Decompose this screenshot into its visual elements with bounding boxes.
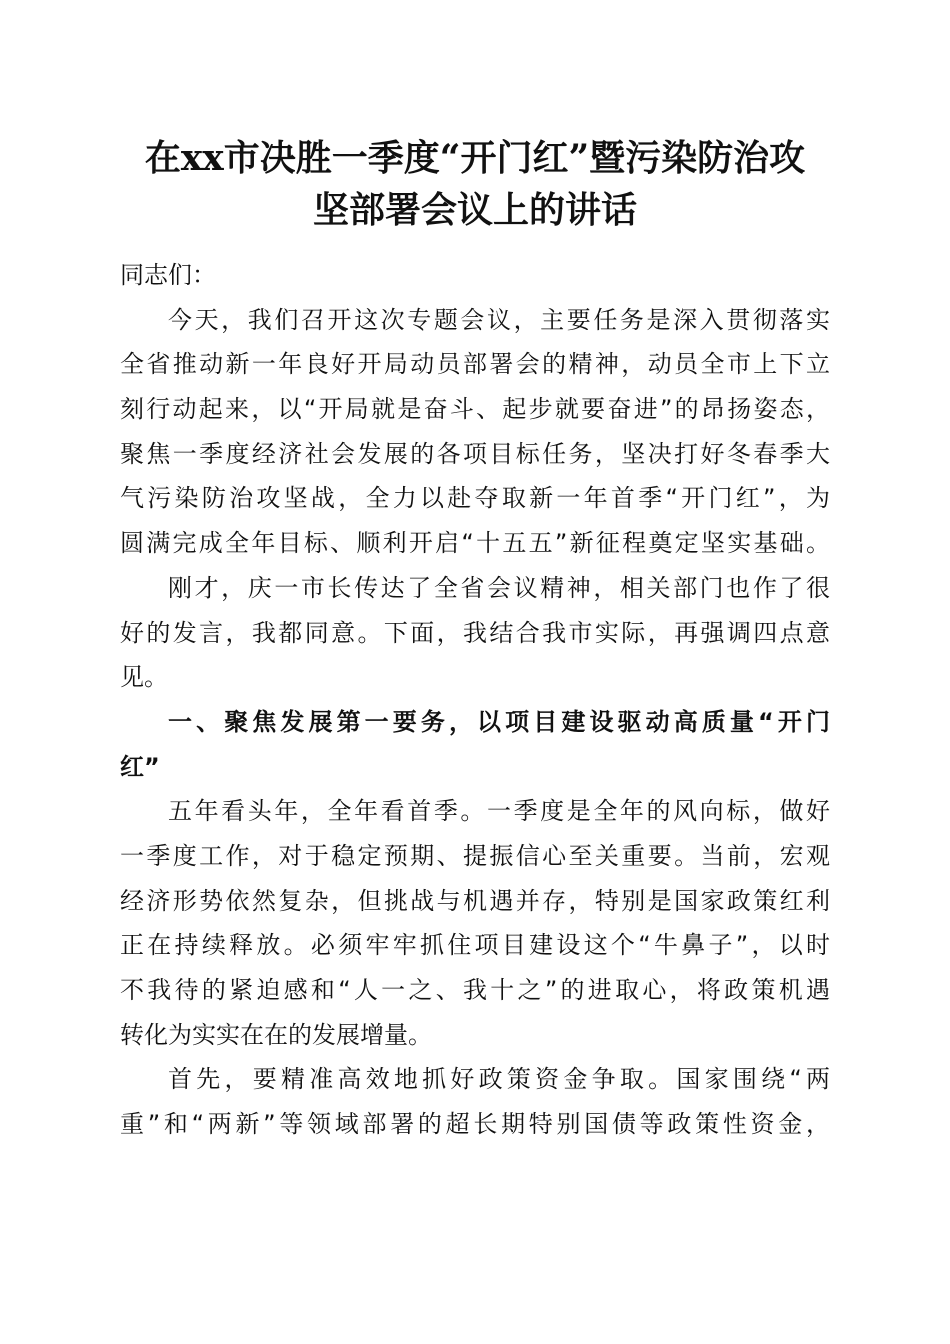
paragraph-line: 不我待的紧迫感和“人一之、我十之”的进取心，将政策机遇 xyxy=(120,976,830,1004)
paragraph-line: 聚焦一季度经济社会发展的各项目标任务，坚决打好冬春季大 xyxy=(120,439,830,468)
title-line: 在xx市决胜一季度“开门红”暨污染防治攻 xyxy=(144,137,806,179)
salutation: 同志们： xyxy=(120,261,216,289)
paragraph-line: 见。 xyxy=(120,663,168,692)
paragraph-line: 气污染防治攻坚战，全力以赴夺取新一年首季“开门红”，为 xyxy=(120,484,830,513)
heading-line: 红” xyxy=(120,752,160,781)
paragraph-line: 刚才，庆一市长传达了全省会议精神，相关部门也作了很 xyxy=(168,573,830,602)
paragraph-line: 一季度工作，对于稳定预期、提振信心至关重要。当前，宏观 xyxy=(120,841,830,870)
paragraph-policy-funds xyxy=(120,1057,830,1146)
paragraph-line: 全省推动新一年良好开局动员部署会的精神，动员全市上下立 xyxy=(120,350,830,379)
paragraph-line: 经济形势依然复杂，但挑战与机遇并存，特别是国家政策红利 xyxy=(120,886,830,915)
paragraph-line: 五年看头年，全年看首季。一季度是全年的风向标，做好 xyxy=(168,797,830,826)
paragraph-line: 今天，我们召开这次专题会议，主要任务是深入贯彻落实 xyxy=(168,305,830,334)
paragraph-line: 圆满完成全年目标、顺利开启“十五五”新征程奠定坚实基础。 xyxy=(120,529,830,558)
document-title xyxy=(120,132,830,236)
paragraph-opening xyxy=(120,298,830,566)
paragraph-line: 刻行动起来，以“开局就是奋斗、起步就要奋进”的昂扬姿态， xyxy=(120,395,830,424)
heading-line: 一、聚焦发展第一要务，以项目建设驱动高质量“开门 xyxy=(168,707,830,736)
paragraph-line: 重”和“两新”等领域部署的超长期特别国债等政策性资金， xyxy=(120,1110,830,1139)
paragraph-first-quarter xyxy=(120,789,830,1057)
paragraph-line: 首先，要精准高效地抓好政策资金争取。国家围绕“两 xyxy=(168,1065,830,1094)
paragraph-line: 正在持续释放。必须牢牢抓住项目建设这个“牛鼻子”，以时 xyxy=(120,931,830,960)
title-line: 坚部署会议上的讲话 xyxy=(312,189,637,231)
paragraph-line: 转化为实实在在的发展增量。 xyxy=(120,1020,432,1049)
paragraph-agreement xyxy=(120,566,830,700)
section-heading-1 xyxy=(120,700,830,789)
paragraph-line: 好的发言，我都同意。下面，我结合我市实际，再强调四点意 xyxy=(120,618,830,647)
document-body xyxy=(120,253,830,1147)
